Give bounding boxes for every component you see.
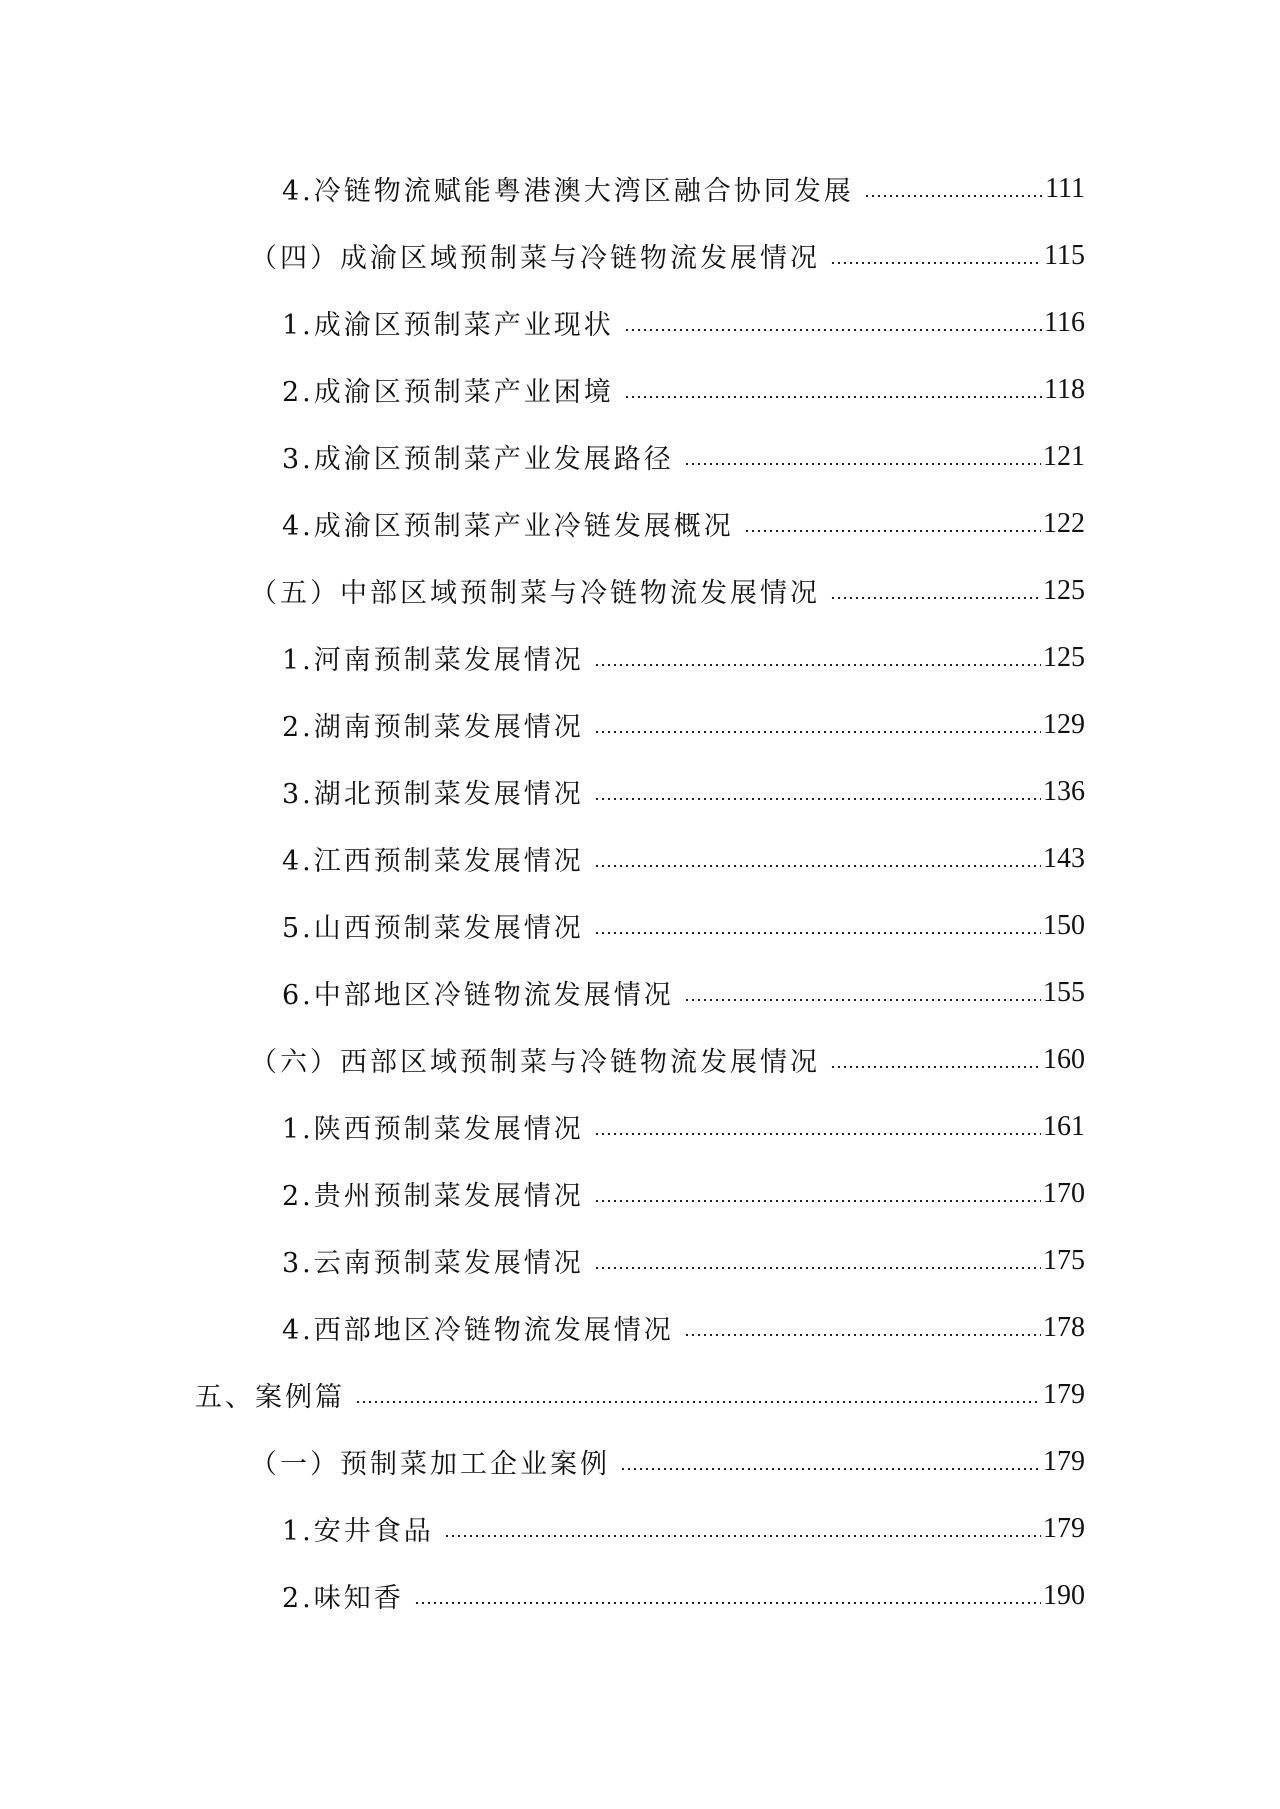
toc-entry-title: 2.成渝区预制菜产业困境 [282,377,614,408]
toc-entry-page: 170 [1043,1177,1085,1209]
toc-entry-page: 179 [1043,1512,1085,1544]
toc-entry[interactable] [250,1428,1085,1495]
toc-entry-page: 160 [1043,1043,1085,1075]
dot-leader [594,1200,1041,1202]
toc-entry[interactable] [282,892,1085,959]
dot-leader [594,1133,1041,1135]
toc-entry-page: 115 [1044,239,1085,271]
dot-leader [830,1066,1041,1068]
toc-entry-page: 122 [1043,507,1085,539]
toc-entry-title: 6.中部地区冷链物流发展情况 [282,980,674,1011]
toc-entry[interactable] [282,289,1085,356]
table-of-contents [0,155,1280,1629]
toc-entry-page: 121 [1043,440,1085,472]
dot-leader [594,798,1041,800]
toc-entry-page: 175 [1043,1244,1085,1276]
toc-entry[interactable] [282,1227,1085,1294]
toc-entry-page: 179 [1043,1445,1085,1477]
dot-leader [594,1267,1041,1269]
toc-entry-title: （六）西部区域预制菜与冷链物流发展情况 [250,1047,820,1078]
toc-entry-title: （一）预制菜加工企业案例 [250,1449,610,1480]
toc-entry-page: 155 [1043,976,1085,1008]
toc-entry-title: 2.贵州预制菜发展情况 [282,1181,584,1212]
dot-leader [864,195,1043,197]
dot-leader [684,1334,1041,1336]
dot-leader [830,262,1042,264]
toc-entry-page: 150 [1043,909,1085,941]
toc-entry-title: （五）中部区域预制菜与冷链物流发展情况 [250,578,820,609]
dot-leader [594,731,1041,733]
toc-entry-title: 1.河南预制菜发展情况 [282,645,584,676]
toc-entry[interactable] [250,1026,1085,1093]
toc-entry-title: 1.成渝区预制菜产业现状 [282,310,614,341]
toc-entry-page: 125 [1043,641,1085,673]
toc-entry-page: 118 [1044,373,1085,405]
toc-entry[interactable] [282,1093,1085,1160]
toc-entry[interactable] [282,624,1085,691]
toc-entry[interactable] [282,1562,1085,1629]
toc-entry-title: 1.安井食品 [282,1516,434,1547]
toc-entry[interactable] [282,959,1085,1026]
dot-leader [684,999,1041,1001]
toc-entry-page: 125 [1043,574,1085,606]
toc-entry-title: 2.味知香 [282,1583,404,1614]
toc-entry-title: 3.湖北预制菜发展情况 [282,779,584,810]
toc-entry[interactable] [282,423,1085,490]
dot-leader [684,463,1041,465]
toc-entry-page: 136 [1043,775,1085,807]
toc-entry[interactable] [282,356,1085,423]
toc-entry[interactable] [282,155,1085,222]
dot-leader [355,1401,1041,1403]
toc-entry-page: 111 [1045,172,1085,204]
dot-leader [444,1535,1041,1537]
dot-leader [624,329,1042,331]
toc-entry[interactable] [282,758,1085,825]
toc-entry[interactable] [250,557,1085,624]
dot-leader [594,865,1041,867]
toc-entry-title: 4.冷链物流赋能粤港澳大湾区融合协同发展 [282,176,854,207]
toc-entry-page: 190 [1043,1579,1085,1611]
dot-leader [624,396,1042,398]
toc-entry[interactable] [195,1361,1085,1428]
toc-entry-title: 5.山西预制菜发展情况 [282,913,584,944]
toc-entry-title: （四）成渝区域预制菜与冷链物流发展情况 [250,243,820,274]
dot-leader [830,597,1041,599]
dot-leader [594,664,1041,666]
toc-entry-title: 4.西部地区冷链物流发展情况 [282,1315,674,1346]
toc-entry[interactable] [282,691,1085,758]
toc-entry-title: 3.云南预制菜发展情况 [282,1248,584,1279]
toc-entry[interactable] [282,825,1085,892]
toc-entry-title: 4.江西预制菜发展情况 [282,846,584,877]
toc-entry[interactable] [282,1160,1085,1227]
toc-entry-page: 129 [1043,708,1085,740]
dot-leader [414,1602,1041,1604]
toc-entry-title: 2.湖南预制菜发展情况 [282,712,584,743]
toc-entry-title: 五、案例篇 [195,1382,345,1413]
toc-entry-page: 179 [1043,1378,1085,1410]
toc-entry-page: 143 [1043,842,1085,874]
toc-entry-page: 161 [1043,1110,1085,1142]
toc-entry-title: 1.陕西预制菜发展情况 [282,1114,584,1145]
dot-leader [594,932,1041,934]
dot-leader [620,1468,1041,1470]
toc-entry-title: 3.成渝区预制菜产业发展路径 [282,444,674,475]
toc-entry-title: 4.成渝区预制菜产业冷链发展概况 [282,511,734,542]
toc-entry[interactable] [282,1495,1085,1562]
toc-entry[interactable] [250,222,1085,289]
toc-entry-page: 116 [1044,306,1085,338]
toc-entry[interactable] [282,1294,1085,1361]
dot-leader [744,530,1041,532]
toc-entry-page: 178 [1043,1311,1085,1343]
toc-entry[interactable] [282,490,1085,557]
